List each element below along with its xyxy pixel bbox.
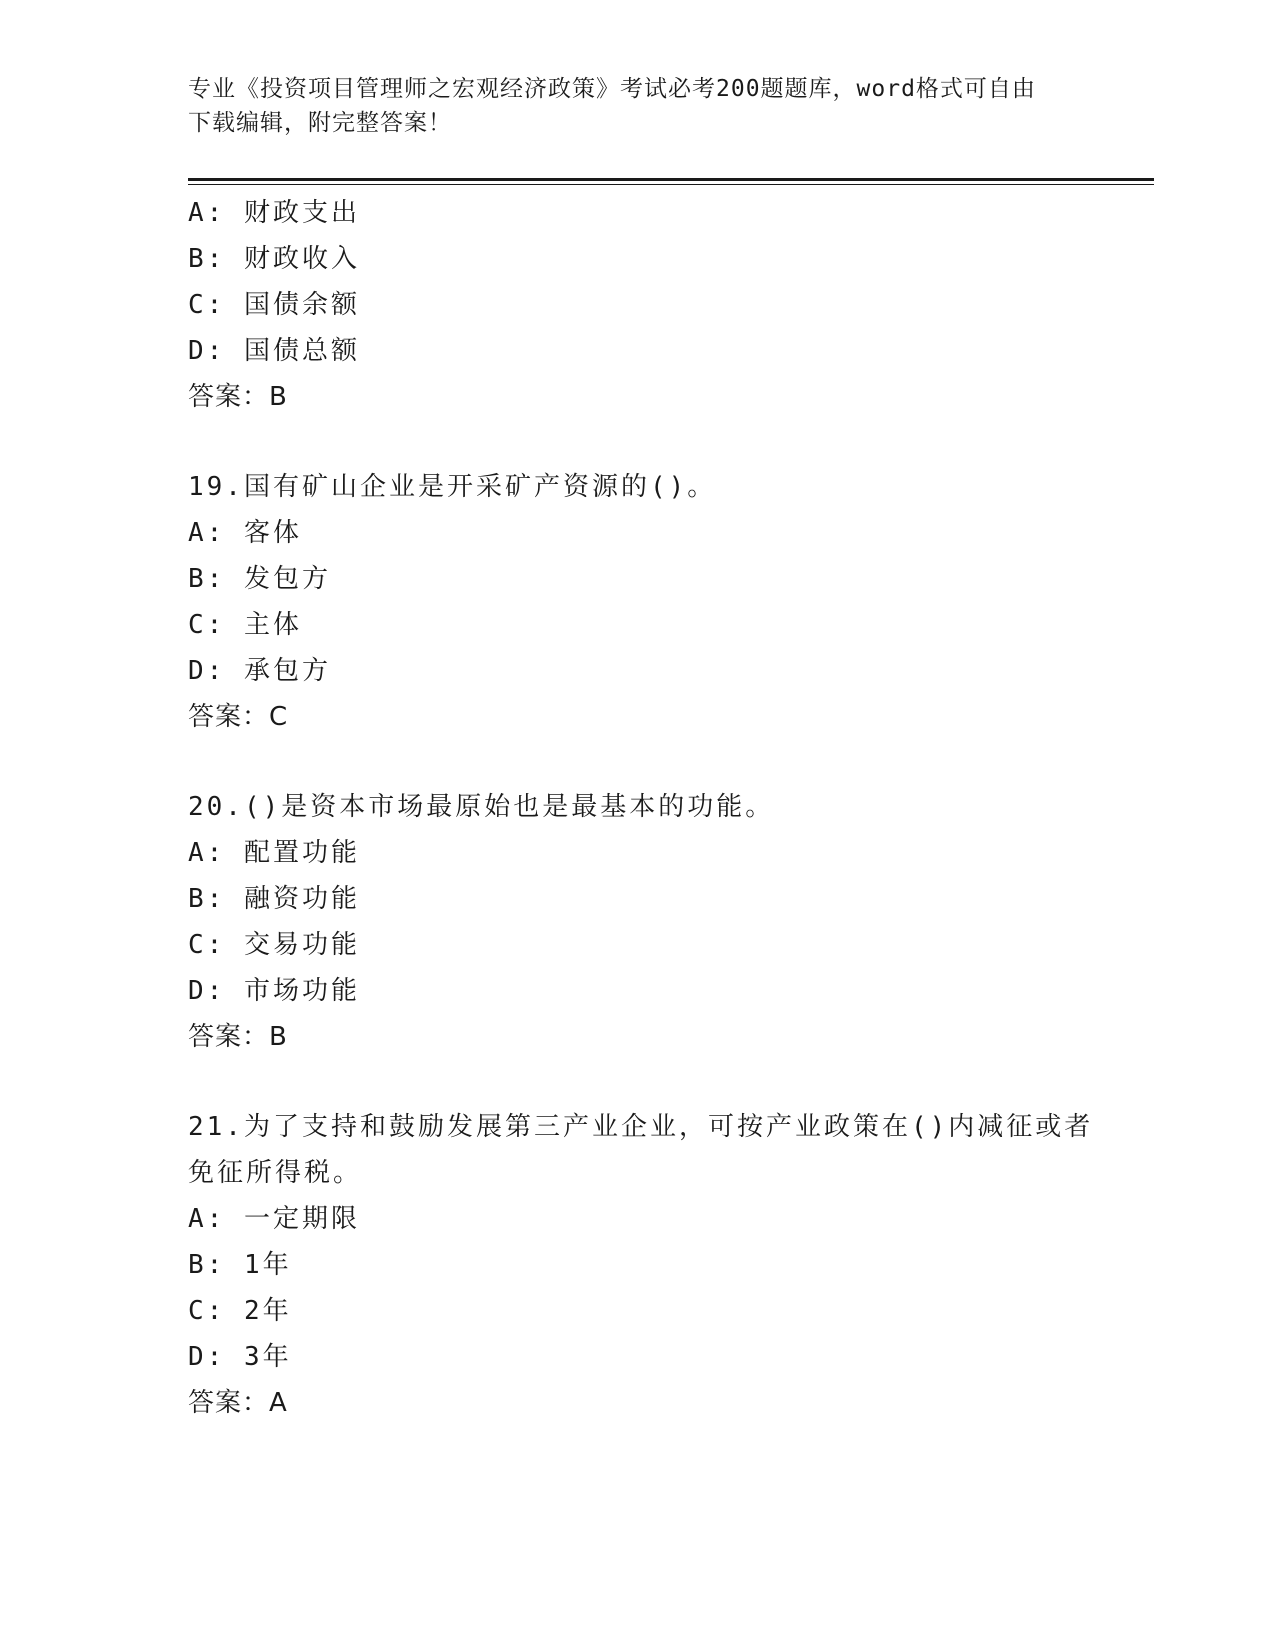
answer-line: 答案：C: [188, 702, 289, 732]
question-block-21: [188, 1104, 1094, 1426]
question-block-20: [188, 784, 1088, 1060]
answer-line: 答案：B: [188, 382, 288, 412]
option-c: C: 国债余额: [188, 290, 360, 320]
option-a: A: 一定期限: [188, 1204, 360, 1234]
option-b: B: 1年: [188, 1250, 292, 1280]
header-line-1: 专业《投资项目管理师之宏观经济政策》考试必考200题题库，word格式可自由: [188, 76, 1036, 102]
option-a: A: 客体: [188, 518, 302, 548]
header-divider-thin: [188, 184, 1154, 185]
option-d: D: 市场功能: [188, 976, 360, 1006]
question-text-continued: 免征所得税。: [188, 1158, 363, 1188]
option-c: C: 主体: [188, 610, 302, 640]
question-text: 19.国有矿山企业是开采矿产资源的()。: [188, 472, 717, 502]
option-a: A: 财政支出: [188, 198, 360, 228]
document-header: [188, 72, 1078, 140]
option-d: D: 3年: [188, 1342, 292, 1372]
question-block-18: [188, 190, 1088, 420]
option-d: D: 国债总额: [188, 336, 360, 366]
question-block-19: [188, 464, 1088, 740]
header-line-2: 下载编辑，附完整答案！: [188, 110, 452, 136]
option-b: B: 发包方: [188, 564, 331, 594]
option-b: B: 融资功能: [188, 884, 360, 914]
option-b: B: 财政收入: [188, 244, 360, 274]
question-text: 21.为了支持和鼓励发展第三产业企业，可按产业政策在()内减征或者: [188, 1112, 1094, 1142]
block-spacer: [188, 1060, 1088, 1104]
option-c: C: 交易功能: [188, 930, 360, 960]
block-spacer: [188, 740, 1088, 784]
question-text: 20.()是资本市场最原始也是最基本的功能。: [188, 792, 775, 822]
answer-line: 答案：B: [188, 1022, 288, 1052]
option-c: C: 2年: [188, 1296, 292, 1326]
header-divider-thick: [188, 178, 1154, 181]
option-d: D: 承包方: [188, 656, 331, 686]
answer-line: 答案：A: [188, 1388, 288, 1418]
option-a: A: 配置功能: [188, 838, 360, 868]
block-spacer: [188, 420, 1088, 464]
question-list: [188, 190, 1094, 1426]
